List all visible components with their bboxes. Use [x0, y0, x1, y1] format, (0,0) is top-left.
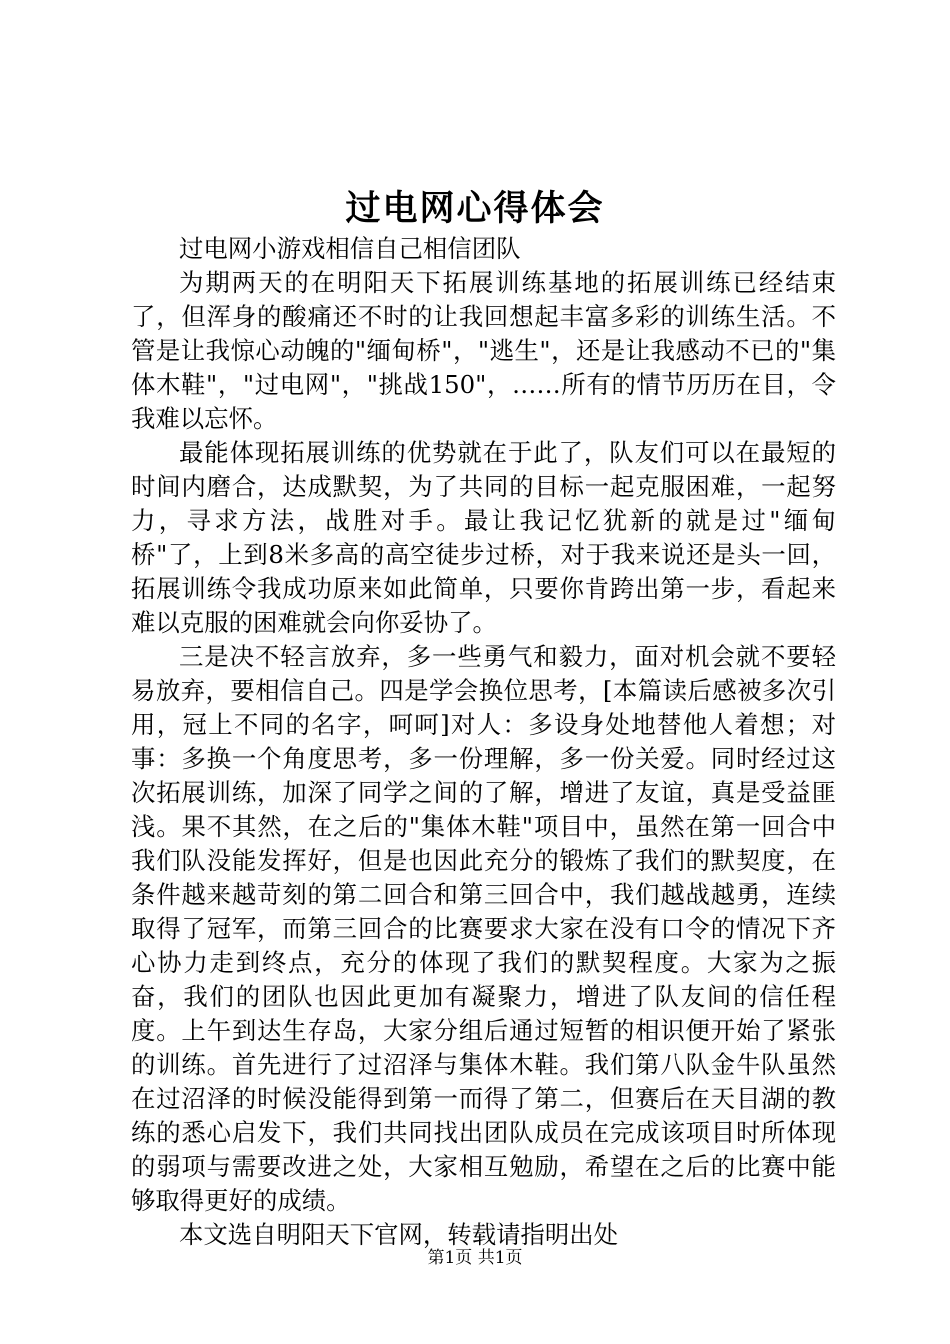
paragraph: 为期两天的在明阳天下拓展训练基地的拓展训练已经结束了，但浑身的酸痛还不时的让我回想起丰富多彩的训练生活。不管是让我惊心动魄的"缅甸桥"，"逃生"，还是让我感动不已的"集体木鞋"，"过电网"，"挑战150"，……所有的情节历历在目，令我难以忘怀。	[131, 268, 836, 433]
paragraph-subtitle: 过电网小游戏相信自己相信团队	[179, 234, 521, 263]
paragraph: 最能体现拓展训练的优势就在于此了，队友们可以在最短的时间内磨合，达成默契，为了共同的目标一起克服困难，一起努力，寻求方法，战胜对手。最让我记忆犹新的就是过"缅甸桥"了，上到8米多高的高空徒步过桥，对于我来说还是头一回，拓展训练令我成功原来如此简单，只要你肯跨出第一步，看起来难以克服的困难就会向你妥协了。	[131, 438, 836, 637]
paragraph: 三是决不轻言放弃，多一些勇气和毅力，面对机会就不要轻易放弃，要相信自己。四是学会换位思考，[本篇读后感被多次引用，冠上不同的名字，呵呵]对人：多设身处地替他人着想；对事：多换一个角度思考，多一份理解，多一份关爱。同时经过这次拓展训练，加深了同学之间的了解，增进了友谊，真是受益匪浅。果不其然，在之后的"集体木鞋"项目中，虽然在第一回合中我们队没能发挥好，但是也因此充分的锻炼了我们的默契度，在条件越来越苛刻的第二回合和第三回合中，我们越战越勇，连续取得了冠军，而第三回合的比赛要求大家在没有口令的情况下齐心协力走到终点，充分的体现了我们的默契程度。大家为之振奋，我们的团队也因此更加有凝聚力，增进了队友间的信任程度。上午到达生存岛，大家分组后通过短暂的相识便开始了紧张的训练。首先进行了过沼泽与集体木鞋。我们第八队金牛队虽然在过沼泽的时候没能得到第一而得了第二，但赛后在天目湖的教练的悉心启发下，我们共同找出团队成员在完成该项目时所体现的弱项与需要改进之处，大家相互勉励，希望在之后的比赛中能够取得更好的成绩。	[131, 642, 836, 1215]
paragraph-source-note: 本文选自明阳天下官网，转载请指明出处	[179, 1220, 619, 1249]
page-number: 第1页 共1页	[427, 1248, 523, 1268]
document-title: 过电网心得体会	[345, 188, 605, 229]
document-body	[131, 232, 836, 1252]
